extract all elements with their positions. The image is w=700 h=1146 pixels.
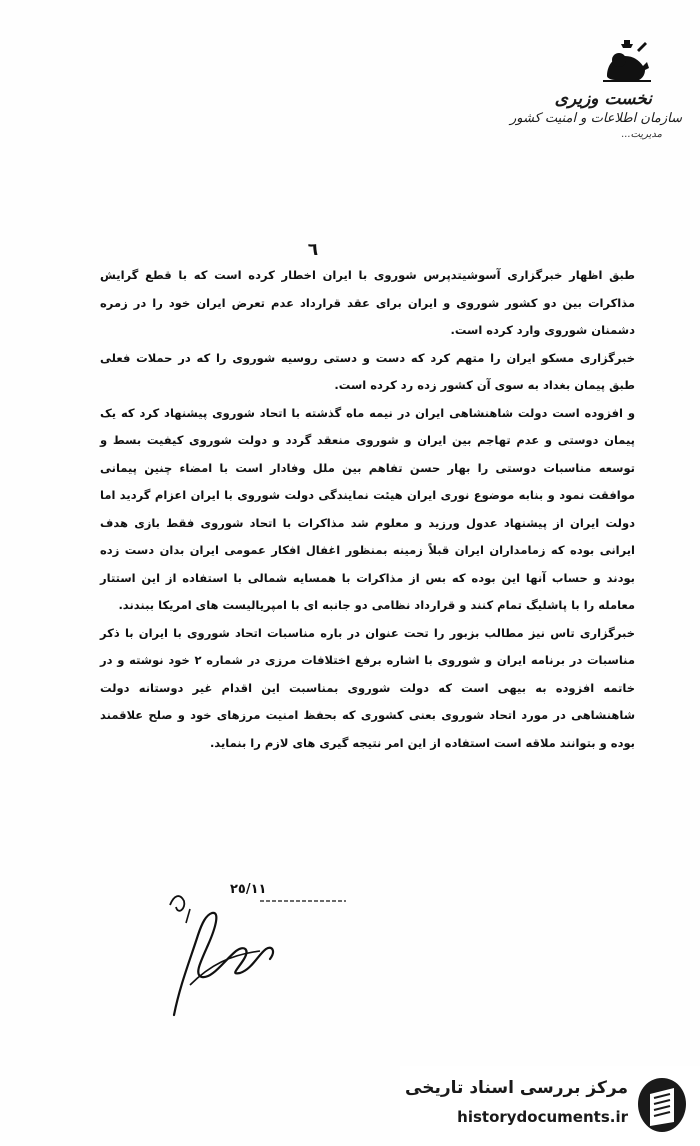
header-ministry: نخست وزیری: [554, 89, 652, 109]
signature-area: [150, 865, 430, 1025]
paragraph-1: طبق اظهار خبرگزاری آسوشیتدپرس شوروی با ایران اخطار کرده است که با قطع گرایش مذاکرات بین دو کشور شوروی و ایران برای عقد قرارداد عدم تعرض ایران خود را در زمره دشمنان شوروی وارد کرده است.: [100, 268, 635, 337]
archive-url[interactable]: historydocuments.ir: [457, 1108, 628, 1126]
page-number: ٦: [307, 240, 319, 260]
signature-date: ٢٥/١١: [230, 882, 267, 897]
header-organization: سازمان اطلاعات و امنیت کشور: [509, 111, 682, 126]
paragraph-2: خبرگزاری مسکو ایران را متهم کرد که دست و دستی روسیه شوروی را که در حملات فعلی طبق پیمان بغداد به سوی آن کشور زده رد کرده است.: [100, 350, 635, 392]
lion-and-sun-emblem-icon: [572, 38, 682, 87]
header-department: مدیریت...: [620, 129, 662, 140]
handwritten-signature: [150, 865, 430, 1025]
letterhead: [509, 38, 682, 168]
archive-watermark: [400, 1066, 700, 1146]
archive-logo-icon: [634, 1074, 690, 1140]
archive-title: مرکز بررسی اسناد تاریخی: [405, 1078, 628, 1098]
document-body: [100, 262, 635, 922]
paragraph-4: خبرگزاری تاس نیز مطالب بزبور را تحت عنوان در باره مناسبات اتحاد شوروی با ایران با ذکر مناسبات در برنامه ایران و شوروی با اشاره برفع اختلافات مرزی در شماره ۲ خود نوشته و در خاتمه افزوده به بیهی است که دولت شوروی بمناسبت این اقدام غیر دوستانه دولت شاهنشاهی در مورد اتحاد شوروی بعنی کشوری که بحفظ امنیت مرزهای خود و صلح علاقمند بوده و بتوانند ملاقه است استفاده از این امر نتیجه گیری های لازم را بنماید.: [100, 625, 635, 750]
paragraph-3: و افزوده است دولت شاهنشاهی ایران در نیمه ماه گذشته با اتحاد شوروی پیشنهاد کرد که یک پیمان دوستی و عدم تهاجم بین ایران و شوروی منعقد گردد و دولت شوروی کیفیت بسط و توسعه مناسبات دوستی را بهار حسن تفاهم بین ملل وفادار است با امضاء چنین پیمانی موافقت نمود و بنابه موضوع نوری ایران هیئت نمایندگی دولت شوروی با ایران اعزام گردید اما دولت ایران از پیشنهاد عدول ورزید و معلوم شد مذاکرات با اتحاد شوروی فقط بازی هدف ایرانی بوده که زمامداران ایران قبلاً زمینه بمنظور اغفال افکار عمومی ایران بدان دست زده بودند و حساب آنها این بوده که بس از مذاکرات با همسایه شمالی با استفاده از این استتار معامله را با پاشلیگ تمام کنند و قرارداد نظامی دو جانبه ای با امپریالیست های امریکا ببندند.: [100, 405, 635, 612]
